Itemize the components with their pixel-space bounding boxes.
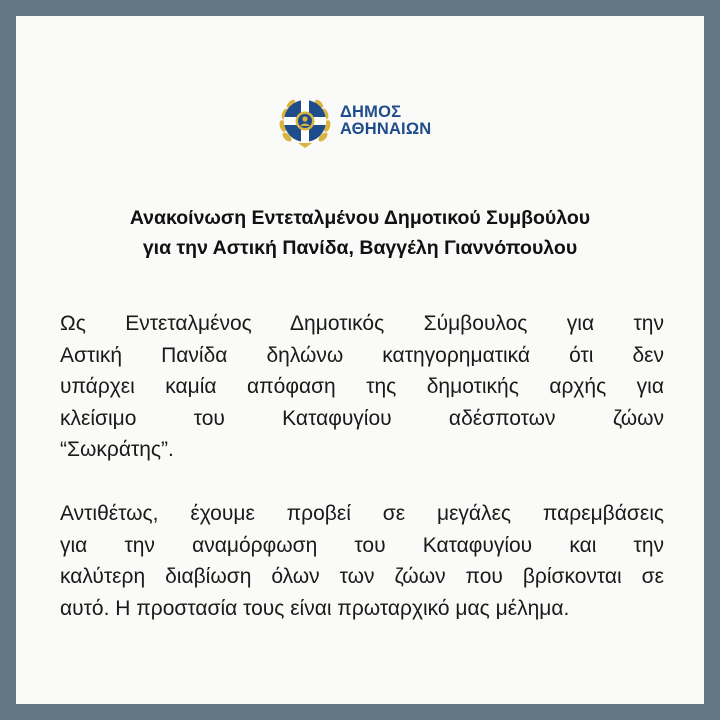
paragraph-1-line: Αστική Πανίδα δηλώνω κατηγορηματικά ότι δεν <box>60 343 664 367</box>
logo-wordmark <box>340 104 431 138</box>
title-line-1: Ανακοίνωση Εντεταλμένου Δημοτικού Συμβούλου <box>129 207 591 229</box>
athens-emblem-icon <box>274 90 336 152</box>
paragraph-2-line: αυτό. Η προστασία τους είναι πρωταρχικό μας μέλημα. <box>60 596 570 620</box>
title-line-2: για την Αστική Πανίδα, Βαγγέλη Γιαννόπουλου <box>142 237 578 259</box>
municipality-logo <box>274 90 431 152</box>
paragraph-2-line: καλύτερη διαβίωση όλων των ζώων που βρίσκονται σε <box>60 565 664 588</box>
logo-line-1: ΔΗΜΟΣ <box>340 103 402 121</box>
paragraph-2-line: για την αναμόρφωση του Καταφυγίου και την <box>60 533 664 557</box>
paragraph-1-line: “Σωκράτης”. <box>60 438 174 461</box>
paragraph-2 <box>60 498 664 624</box>
announcement-title <box>16 203 704 263</box>
paragraph-2-line: Αντιθέτως, έχουμε προβεί σε μεγάλες παρεμβάσεις <box>60 502 664 525</box>
paragraph-1-line: κλείσιμο του Καταφυγίου αδέσποτων ζώων <box>60 406 664 430</box>
announcement-card <box>16 16 704 704</box>
logo-line-2: ΑΘΗΝΑΙΩΝ <box>340 120 432 138</box>
paragraph-1-line: υπάρχει καμία απόφαση της δημοτικής αρχής για <box>60 375 664 398</box>
paragraph-1 <box>60 308 664 466</box>
paragraph-1-line: Ως Εντεταλμένος Δημοτικός Σύμβουλος για την <box>60 312 664 335</box>
